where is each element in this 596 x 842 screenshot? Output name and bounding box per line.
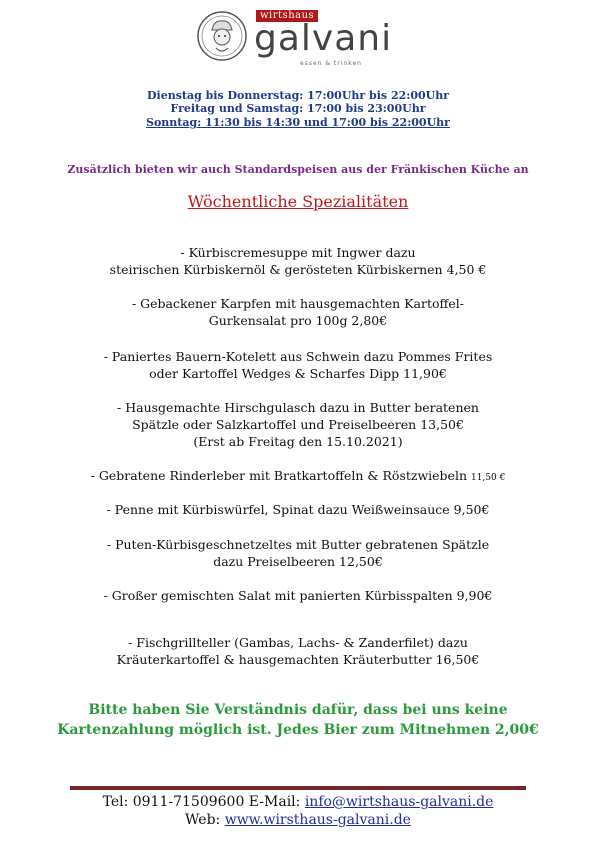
email-link[interactable]: info@wirtshaus-galvani.de [304, 794, 494, 810]
menu-item-line: - Großer gemischten Salat mit panierten Kürbisspalten 9,90€ [103, 588, 493, 603]
menu-item-line: Gurkensalat pro 100g 2,80€ [208, 313, 388, 328]
hours-sunday: Sonntag: 11:30 bis 14:30 und 17:00 bis 22:00Uhr [146, 116, 450, 129]
menu-item-line: - Fischgrillteller (Gambas, Lachs- & Zanderfilet) dazu [128, 635, 468, 650]
menu-item-price: 11,50 € [471, 473, 506, 483]
hours-weekdays: Dienstag bis Donnerstag: 17:00Uhr bis 22:00Uhr [146, 89, 450, 102]
logo [196, 8, 396, 74]
menu-item-line: - Hausgemachte Hirschgulasch dazu in Butter beratenen [117, 400, 479, 415]
menu-item [0, 501, 596, 518]
logo-subtitle: essen & trinken [300, 60, 362, 67]
menu-item [0, 399, 596, 450]
menu-item-line: steirischen Kürbiskernöl & gerösteten Kürbiskernen 4,50 € [109, 262, 487, 277]
payment-note-line: Bitte haben Sie Verständnis dafür, dass bei uns keine [88, 702, 508, 718]
menu-item [0, 348, 596, 382]
menu-item-line: Kräuterkartoffel & hausgemachten Kräuterbutter 16,50€ [116, 652, 480, 667]
website-link[interactable]: www.wirsthaus-galvani.de [224, 812, 411, 828]
menu-item-line: - Gebratene Rinderleber mit Bratkartoffeln & Röstzwiebeln [90, 468, 468, 483]
hours-fri-sat: Freitag und Samstag: 17:00 bis 23:00Uhr [170, 102, 426, 115]
menu-item [0, 467, 596, 487]
footer-tel-label: Tel: 0911-71509600 E-Mail: [102, 794, 305, 810]
specials-title: Wöchentliche Spezialitäten [187, 192, 409, 211]
logo-tag: wirtshaus [256, 10, 318, 22]
menu-item-line: oder Kartoffel Wedges & Scharfes Dipp 11,90€ [149, 366, 447, 381]
menu-item [0, 244, 596, 278]
footer [0, 793, 596, 829]
footer-web-label: Web: [185, 812, 225, 828]
menu-item [0, 536, 596, 570]
payment-note-line: Kartenzahlung möglich ist. Jedes Bier zum Mitnehmen 2,00€ [57, 722, 539, 738]
payment-note [0, 700, 596, 740]
menu-item-line: - Puten-Kürbisgeschnetzeltes mit Butter gebratenen Spätzle [106, 537, 490, 552]
menu-item [0, 634, 596, 668]
menu-item-line: Spätzle oder Salzkartoffel und Preiselbeeren 13,50€ [132, 417, 464, 432]
footer-divider [70, 786, 526, 790]
menu-item-line: dazu Preiselbeeren 12,50€ [213, 554, 383, 569]
menu-item [0, 587, 596, 604]
menu-item-line: - Gebackener Karpfen mit hausgemachten Kartoffel- [131, 296, 465, 311]
menu-item-line: - Paniertes Bauern-Kotelett aus Schwein dazu Pommes Frites [103, 349, 493, 364]
menu-item-line: - Penne mit Kürbiswürfel, Spinat dazu Weißweinsauce 9,50€ [106, 502, 490, 517]
standard-dishes-note: Zusätzlich bieten wir auch Standardspeisen aus der Fränkischen Küche an [67, 163, 529, 176]
menu-item-note: (Erst ab Freitag den 15.10.2021) [193, 434, 403, 449]
chef-medallion-icon [196, 8, 248, 64]
logo-name: galvani [254, 18, 393, 59]
menu-item [0, 295, 596, 329]
menu-item-line: - Kürbiscremesuppe mit Ingwer dazu [180, 245, 416, 260]
